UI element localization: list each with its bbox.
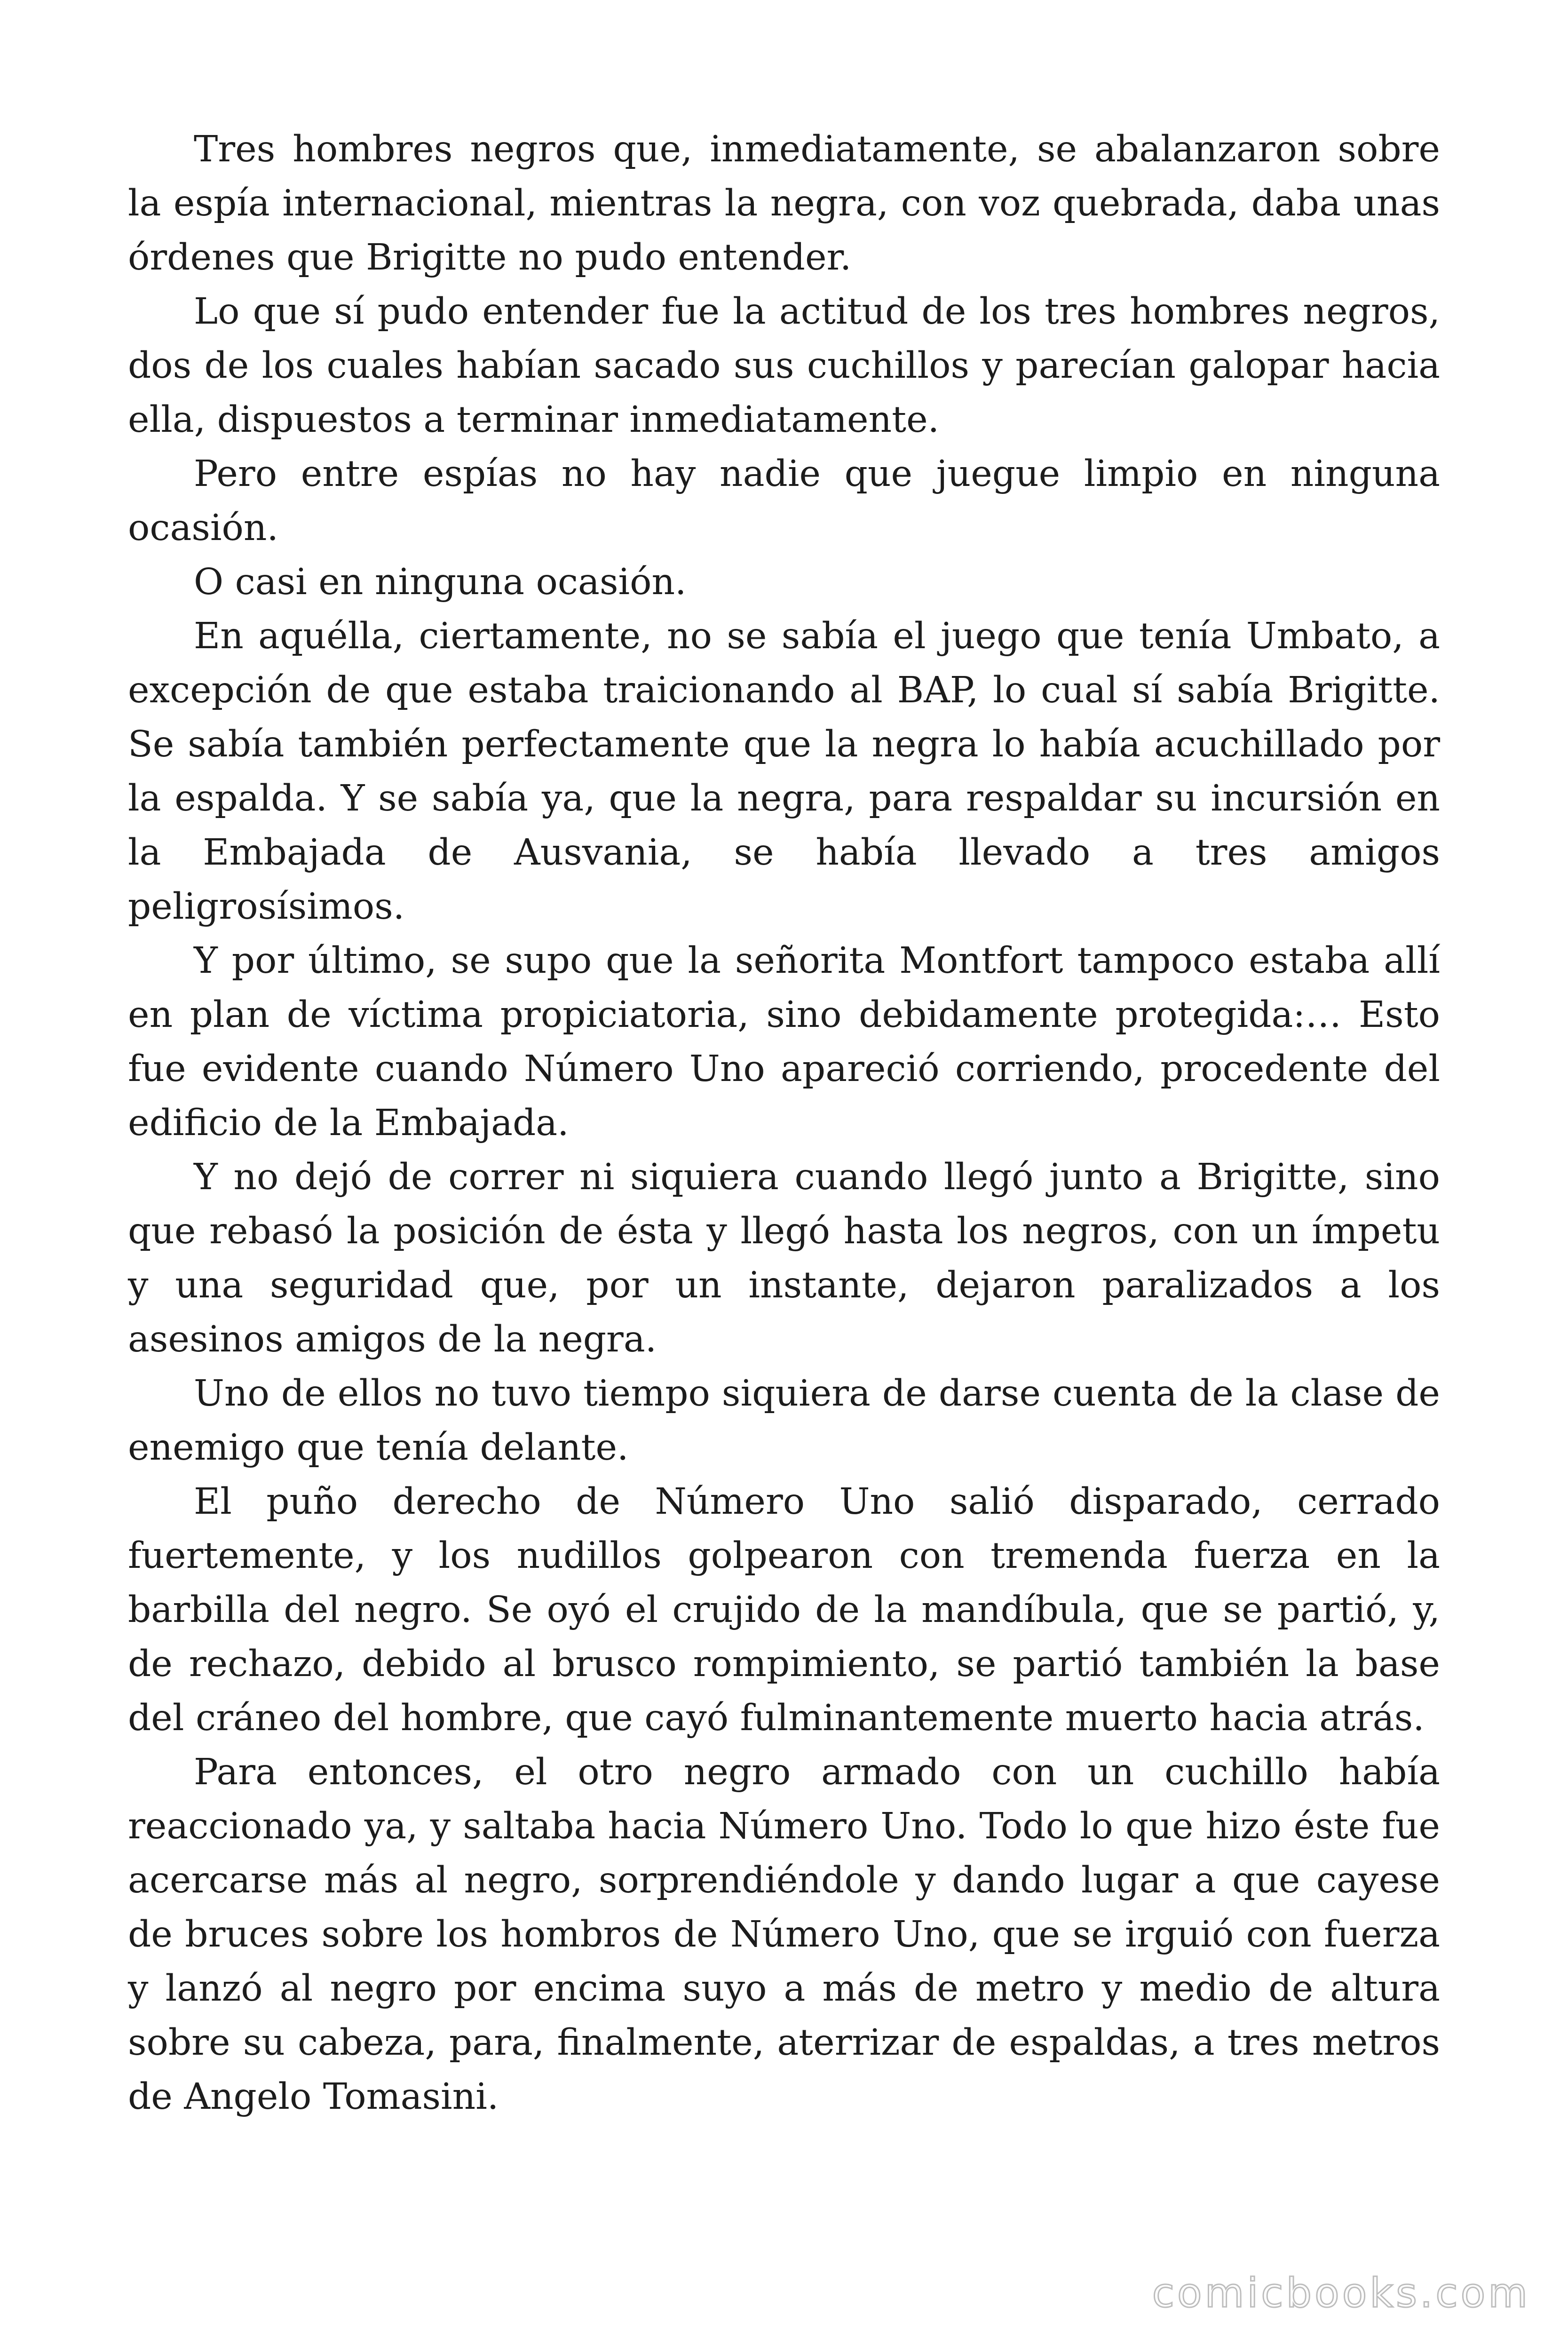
paragraph: Para entonces, el otro negro armado con un cuchillo había reaccionado ya, y saltaba hacia Número Uno. Todo lo que hizo éste fue acercarse más al negro, sorprendiéndole y dando lugar a que cayese de bruces sobre los hombros de Número Uno, que se irguió con fuerza y lanzó al negro por encima suyo a más de metro y medio de altura sobre su cabeza, para, finalmente, aterrizar de espaldas, a tres metros de Angelo Tomasini. [128, 1751, 1440, 2118]
paragraph: En aquélla, ciertamente, no se sabía el juego que tenía Umbato, a excepción de que estaba traicionando al BAP, lo cual sí sabía Brigitte. Se sabía también perfectamente que la negra lo había acuchillado por la espalda. Y se sabía ya, que la negra, para respaldar su incursión en la Embajada de Ausvania, se había llevado a tres amigos peligrosísimos. [128, 615, 1440, 928]
paragraph: Lo que sí pudo entender fue la actitud de los tres hombres negros, dos de los cuales habían sacado sus cuchillos y parecían galopar hacia ella, dispuestos a terminar inmediatamente. [128, 291, 1440, 441]
paragraph: Y no dejó de correr ni siquiera cuando llegó junto a Brigitte, sino que rebasó la posición de ésta y llegó hasta los negros, con un ímpetu y una seguridad que, por un instante, dejaron paralizados a los asesinos amigos de la negra. [128, 1156, 1440, 1360]
paragraph: Pero entre espías no hay nadie que juegue limpio en ninguna ocasión. [128, 453, 1440, 549]
watermark-logo: comicbooks.com [1152, 2270, 1530, 2317]
paragraph: O casi en ninguna ocasión. [194, 561, 687, 603]
page-body [128, 122, 1440, 2124]
paragraph: Tres hombres negros que, inmediatamente, se abalanzaron sobre la espía internacional, mientras la negra, con voz quebrada, daba unas órdenes que Brigitte no pudo entender. [128, 128, 1440, 278]
paragraph: El puño derecho de Número Uno salió disparado, cerrado fuertemente, y los nudillos golpearon con tremenda fuerza en la barbilla del negro. Se oyó el crujido de la mandíbula, que se partió, y, de rechazo, debido al brusco rompimiento, se partió también la base del cráneo del hombre, que cayó fulminantemente muerto hacia atrás. [128, 1481, 1440, 1739]
paragraph: Y por último, se supo que la señorita Montfort tampoco estaba allí en plan de víctima propiciatoria, sino debidamente protegida:… Esto fue evidente cuando Número Uno apareció corriendo, procedente del edificio de la Embajada. [128, 940, 1440, 1144]
paragraph: Uno de ellos no tuvo tiempo siquiera de darse cuenta de la clase de enemigo que tenía delante. [128, 1373, 1440, 1469]
